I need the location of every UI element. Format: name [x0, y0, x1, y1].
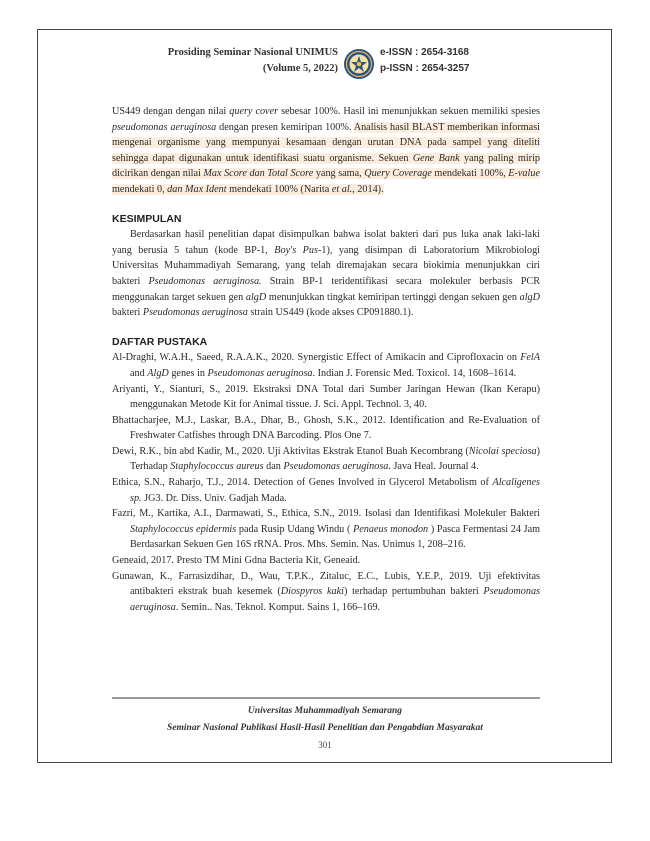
footer-rule — [112, 697, 540, 699]
kesimpulan-text-run: bakteri — [112, 307, 143, 319]
footer-seminar: Seminar Nasional Publikasi Hasil-Hasil Penelitian dan Pengabdian Masyarakat — [167, 723, 483, 733]
reference-text-run: Geneaid, 2017. Presto TM Mini Gdna Bacteria Kit, Geneaid. — [112, 555, 361, 567]
page-footer — [0, 703, 650, 737]
reference-text-run: Gunawan, K., Farrasizdihar, D., Wau, T.P.K., Zitaluc, E.C., Lubis, Y.E.P., 2019. Uji efektivitas antibakteri ekstrak buah kesemek ( — [112, 570, 540, 598]
reference-text-run: Staphylococcus epidermis — [130, 523, 237, 535]
kesimpulan-text-run: Pseudomonas aeruginosa. — [148, 275, 262, 287]
reference-text-run: Ariyanti, Y., Sianturi, S., 2019. Ekstraksi DNA Total dari Sumber Jaringan Hewan (Ikan Kerapu) menggunakan Metode Kit for Animal tissue. J. Sci. Appl. Technol. 3, 40. — [112, 383, 540, 411]
reference-text-run: Bhattacharjee, M.J., Laskar, B.A., Dhar, B., Ghosh, S.K., 2012. Identification and Re-Evaluation of Freshwater Catfishes through DNA Barcoding. Plos One 7. — [112, 414, 540, 442]
reference-item — [112, 569, 540, 616]
reference-item — [112, 382, 540, 413]
intro-text-run: Max Score dan Total Score — [203, 168, 314, 180]
reference-text-run: ) terhadap pertumbuhan bakteri — [343, 586, 484, 598]
reference-text-run: Pseudomonas aeruginosa — [207, 367, 313, 379]
intro-text-run: yang paling mirip dicirikan dengan nilai — [112, 152, 540, 180]
intro-text-run: Query Coverage — [364, 168, 432, 180]
intro-text-run: , 2014). — [352, 183, 384, 195]
reference-text-run: Fazri, M., Kartika, A.I., Darmawati, S., Ethica, S.N., 2019. Isolasi dan Identifikasi Molekuler Bakteri — [112, 508, 540, 520]
reference-text-run: JG3. Dr. Diss. Univ. Gadjah Mada. — [141, 492, 287, 504]
issn-block — [380, 45, 470, 77]
intro-text-run: sebesar 100%. Hasil ini menunjukkan sekuen memiliki spesies — [278, 106, 541, 117]
reference-text-run: genes in — [168, 367, 208, 379]
reference-text-run: and — [130, 367, 148, 379]
kesimpulan-text-run: algD — [245, 291, 267, 303]
reference-text-run: Nicolai speciosa — [468, 445, 537, 457]
p-issn: p-ISSN : 2654-3257 — [380, 63, 470, 74]
reference-text-run: Pseudomonas aeruginosa — [130, 586, 540, 613]
intro-text-run: mendekati 0, — [112, 183, 168, 195]
kesimpulan-text-run: Pseudomonas aeruginosa — [142, 307, 248, 319]
kesimpulan-text-run: algD — [519, 291, 540, 303]
intro-text-run: query cover — [229, 106, 279, 117]
reference-item — [112, 350, 540, 381]
page-header — [0, 45, 650, 85]
reference-text-run: FelA — [520, 352, 540, 364]
reference-text-run: pada Rusip Udang Windu ( — [236, 523, 354, 535]
kesimpulan-text-run: menunjukkan tingkat kemiripan tertinggi dengan sekuen gen — [266, 291, 520, 303]
reference-text-run: dan — [263, 461, 284, 473]
page-body — [112, 104, 540, 615]
kesimpulan-paragraph — [112, 227, 540, 321]
section-title-kesimpulan: KESIMPULAN — [112, 212, 182, 225]
intro-text-run: dan Max Ident — [167, 183, 227, 195]
reference-text-run: Diospyros kaki — [280, 586, 344, 598]
reference-item — [112, 553, 540, 569]
proceedings-title — [168, 45, 338, 77]
kesimpulan-text-run: Boy's Pus — [274, 244, 318, 256]
section-title-daftar-pustaka: DAFTAR PUSTAKA — [112, 335, 208, 348]
intro-text-run: dengan presen kemiripan 100%. — [216, 121, 354, 133]
reference-text-run: Al-Draghi, W.A.H., Saeed, R.A.A.K., 2020. Synergistic Effect of Amikacin and Ciprofloxacin on — [112, 352, 521, 364]
intro-text-run: Analisis hasil BLAST memberikan informasi mengenai organisme yang mempunyai kesamaan dengan urutan DNA pada sampel yang diteliti sehingga dapat digunakan untuk identifikasi suatu organisme. Sekuen — [112, 121, 540, 164]
reference-text-run: . Java Heal. Journal 4. — [388, 461, 479, 473]
page-number: 301 — [318, 740, 332, 750]
kesimpulan-text-run: strain US449 (kode akses CP091880.1). — [247, 307, 414, 319]
reference-text-run: Penaeus monodon — [353, 523, 429, 535]
intro-text-run: yang sama, — [313, 168, 365, 180]
proceedings-name: Prosiding Seminar Nasional UNIMUS — [167, 47, 338, 58]
reference-text-run: . Semin.. Nas. Teknol. Komput. Sains 1, 166–169. — [175, 601, 381, 613]
reference-text-run: . Indian J. Forensic Med. Toxicol. 14, 1608–1614. — [312, 367, 517, 379]
intro-text-run: US449 dengan dengan nilai — [112, 106, 230, 117]
intro-paragraph — [112, 104, 540, 198]
reference-text-run: Alcaligenes sp. — [130, 477, 540, 504]
e-issn: e-ISSN : 2654-3168 — [380, 47, 469, 58]
kesimpulan-text-run: Berdasarkan hasil penelitian dapat disimpulkan bahwa isolat bakteri dari pus luka anak laki-laki yang berusia 5 tahun (kode BP-1, — [112, 229, 540, 256]
reference-list — [112, 350, 540, 615]
kesimpulan-text-run: Strain BP-1 teridentifikasi secara molekuler berbasis PCR menggunakan target sekuen gen — [112, 275, 540, 303]
intro-text-run: E-value — [508, 168, 540, 180]
intro-text-run: pseudomonas aeruginosa — [112, 121, 217, 133]
intro-text-run: mendekati 100% (Narita — [226, 183, 332, 195]
intro-text-run: Gene Bank — [412, 152, 460, 164]
reference-text-run: Dewi, R.K., bin abd Kadir, M., 2020. Uji Aktivitas Ekstrak Etanol Buah Kecombrang ( — [112, 445, 469, 457]
reference-item — [112, 475, 540, 506]
reference-item — [112, 413, 540, 444]
intro-text-run: et al. — [331, 183, 353, 195]
intro-text-run: mendekati 100%, — [431, 168, 509, 180]
reference-text-run: ) Terhadap — [130, 445, 540, 473]
reference-item — [112, 444, 540, 475]
university-seal-icon — [343, 48, 375, 80]
reference-item — [112, 506, 540, 553]
reference-text-run: Staphylococcus aureus — [170, 461, 264, 473]
reference-text-run: ) Pasca Fermentasi 24 Jam Berdasarkan Sekuen Gen 16S rRNA. Pros. Mhs. Semin. Nas. Unimus 1, 208–216. — [130, 523, 541, 551]
proceedings-volume: (Volume 5, 2022) — [262, 63, 338, 74]
reference-text-run: Pseudomonas aeruginosa — [283, 461, 389, 473]
reference-text-run: Ethica, S.N., Raharjo, T.J., 2014. Detection of Genes Involved in Glycerol Metabolism of — [112, 477, 493, 489]
footer-university: Universitas Muhammadiyah Semarang — [247, 706, 403, 716]
reference-text-run: AlgD — [147, 367, 169, 379]
kesimpulan-text-run: -1), yang disimpan di Laboratorium Mikrobiologi Universitas Muhammadiyah Semarang, yang telah diremajakan secara biokimia menunjukkan ciri bakteri — [112, 244, 541, 287]
